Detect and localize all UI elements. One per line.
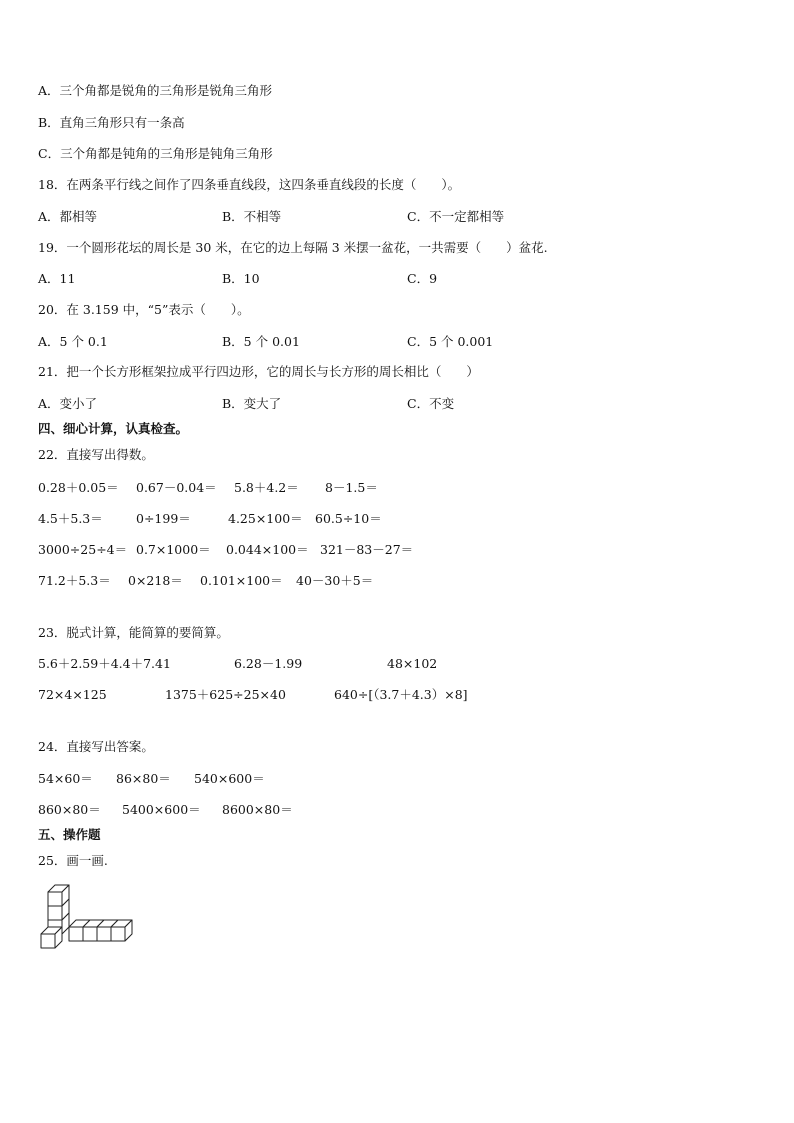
question-25-stem: 25．画一画. [38, 853, 108, 868]
calc-item: 40－30＋5＝ [296, 573, 374, 588]
calc-item: 86×80＝ [116, 771, 171, 786]
calc-item: 60.5÷10＝ [315, 511, 382, 526]
calc-item: 54×60＝ [38, 771, 93, 786]
question-18-option-a: A．都相等 [38, 209, 98, 224]
calc-item: 8600×80＝ [222, 802, 293, 817]
calc-item: 0.28＋0.05＝ [38, 480, 119, 495]
calc-item: 72×4×125 [38, 687, 107, 702]
option-b-right-triangle: B．直角三角形只有一条高 [38, 115, 185, 130]
calc-item: 8－1.5＝ [325, 480, 378, 495]
question-21-stem: 21．把一个长方形框架拉成平行四边形，它的周长与长方形的周长相比（ ） [38, 364, 479, 379]
option-c-obtuse-triangle: C．三个角都是钝角的三角形是钝角三角形 [38, 146, 273, 161]
question-21-option-b: B．变大了 [222, 396, 282, 411]
calc-item: 71.2＋5.3＝ [38, 573, 111, 588]
section-5-heading: 五、操作题 [38, 827, 101, 842]
section-4-heading: 四、细心计算，认真检查。 [38, 421, 189, 436]
calc-item: 4.5＋5.3＝ [38, 511, 103, 526]
calc-item: 5400×600＝ [122, 802, 201, 817]
cube [41, 927, 62, 948]
question-23-stem: 23．脱式计算，能简算的要简算。 [38, 625, 229, 640]
calc-item: 640÷[（3.7＋4.3）×8] [334, 687, 468, 702]
option-a-acute-triangle: A．三个角都是锐角的三角形是锐角三角形 [38, 83, 273, 98]
calc-item: 0.67－0.04＝ [136, 480, 217, 495]
question-19-option-b: B．10 [222, 271, 260, 286]
calc-item: 321－83－27＝ [320, 542, 414, 557]
question-21-option-c: C．不变 [407, 396, 455, 411]
calc-item: 0×218＝ [128, 573, 183, 588]
question-20-option-b: B．5 个 0.01 [222, 334, 300, 349]
cube-stack-figure [38, 880, 138, 956]
question-22-stem: 22．直接写出得数。 [38, 447, 154, 462]
question-24-stem: 24．直接写出答案。 [38, 739, 154, 754]
question-20-stem: 20．在 3.159 中，“5”表示（ ）。 [38, 302, 250, 317]
calc-item: 0.7×1000＝ [136, 542, 211, 557]
calc-item: 3000÷25÷4＝ [38, 542, 128, 557]
question-18-stem: 18．在两条平行线之间作了四条垂直线段，这四条垂直线段的长度（ ）。 [38, 177, 461, 192]
question-21-option-a: A．变小了 [38, 396, 98, 411]
question-19-option-a: A．11 [38, 271, 76, 286]
calc-item: 0÷199＝ [136, 511, 191, 526]
question-19-option-c: C．9 [407, 271, 438, 286]
calc-item: 6.28－1.99 [234, 656, 303, 671]
question-20-option-c: C．5 个 0.001 [407, 334, 494, 349]
calc-item: 0.101×100＝ [200, 573, 283, 588]
calc-item: 860×80＝ [38, 802, 101, 817]
question-19-stem: 19．一个圆形花坛的周长是 30 米，在它的边上每隔 3 米摆一盆花，一共需要（ ）盆花. [38, 240, 548, 255]
calc-item: 0.044×100＝ [226, 542, 309, 557]
question-18-option-b: B．不相等 [222, 209, 282, 224]
question-20-option-a: A．5 个 0.1 [38, 334, 108, 349]
cube [111, 920, 132, 941]
calc-item: 48×102 [387, 656, 438, 671]
question-18-option-c: C．不一定都相等 [407, 209, 505, 224]
calc-item: 5.8＋4.2＝ [234, 480, 299, 495]
calc-item: 4.25×100＝ [228, 511, 303, 526]
calc-item: 540×600＝ [194, 771, 265, 786]
calc-item: 1375＋625÷25×40 [165, 687, 286, 702]
calc-item: 5.6＋2.59＋4.4＋7.41 [38, 656, 171, 671]
